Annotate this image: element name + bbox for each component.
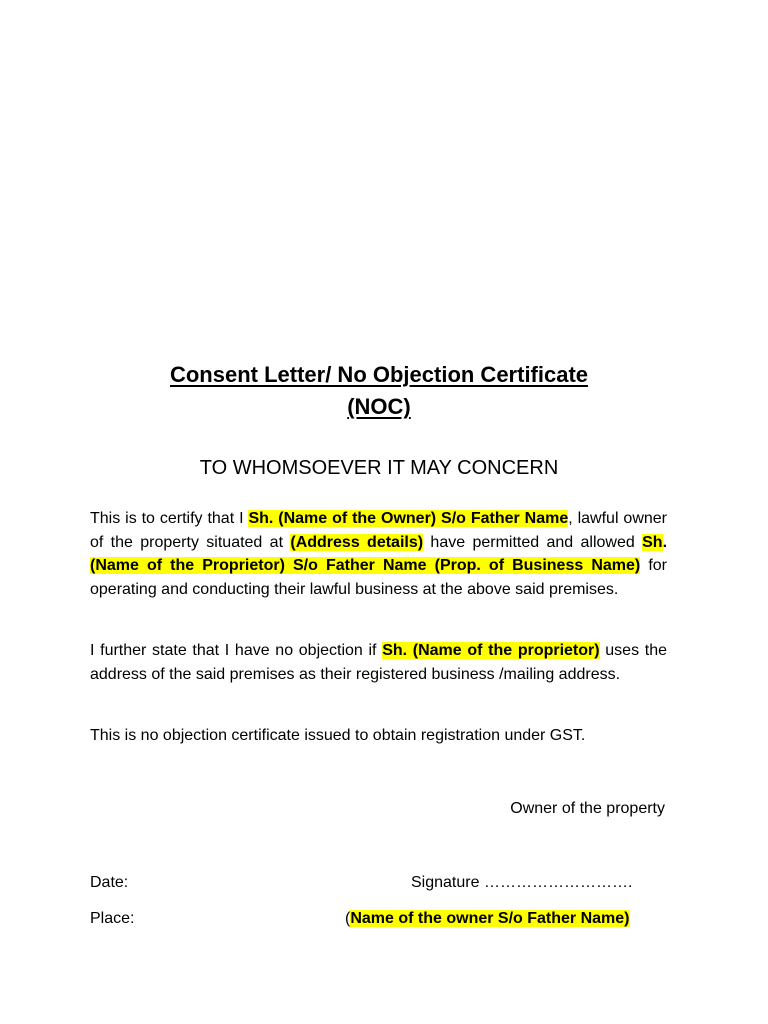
paragraph1-text-2: , lawful owner of the property situated at: [90, 510, 667, 551]
proprietor-prefix-placeholder: Sh: [642, 533, 663, 551]
address-placeholder: (Address details): [290, 533, 424, 551]
place-label: Place:: [90, 910, 135, 927]
paragraph2-text-1: I further state that I have no objection if: [90, 642, 383, 659]
document-title: Consent Letter/ No Objection Certificate: [169, 362, 589, 387]
paragraph1-text-3: have permitted and allowed: [423, 533, 643, 551]
owner-name-open-paren: (: [345, 910, 351, 927]
no-objection-paragraph: [90, 639, 667, 686]
owner-name-signature-block: [345, 908, 630, 930]
owner-of-property-label: Owner of the property: [510, 800, 665, 817]
proprietor-name-placeholder: (Name of the Proprietor) S/o Father Name (Prop. of Business Name): [90, 557, 641, 574]
document-title-noc: (NOC): [347, 394, 411, 419]
proprietor-placeholder: Sh. (Name of the proprietor): [382, 642, 600, 659]
paragraph2-text-2: uses the address of the said premises as their registered business /mailing address.: [90, 642, 667, 683]
paragraph1-text-5: for operating and conducting their lawful business at the above said premises.: [90, 557, 667, 598]
proprietor-prefix-dot: .: [662, 533, 668, 551]
date-label: Date:: [90, 874, 129, 891]
salutation-heading: TO WHOMSOEVER IT MAY CONCERN: [199, 457, 559, 479]
gst-purpose-paragraph: This is no objection certificate issued to obtain registration under GST.: [90, 727, 586, 744]
certification-paragraph: [90, 507, 667, 601]
signature-line: Signature ……………………….: [411, 874, 633, 891]
owner-name-placeholder: Sh. (Name of the Owner) S/o Father Name: [248, 510, 569, 527]
paragraph1-text-1: This is to certify that I: [90, 510, 249, 527]
owner-name-placeholder-signature: Name of the owner S/o Father Name): [350, 910, 630, 927]
